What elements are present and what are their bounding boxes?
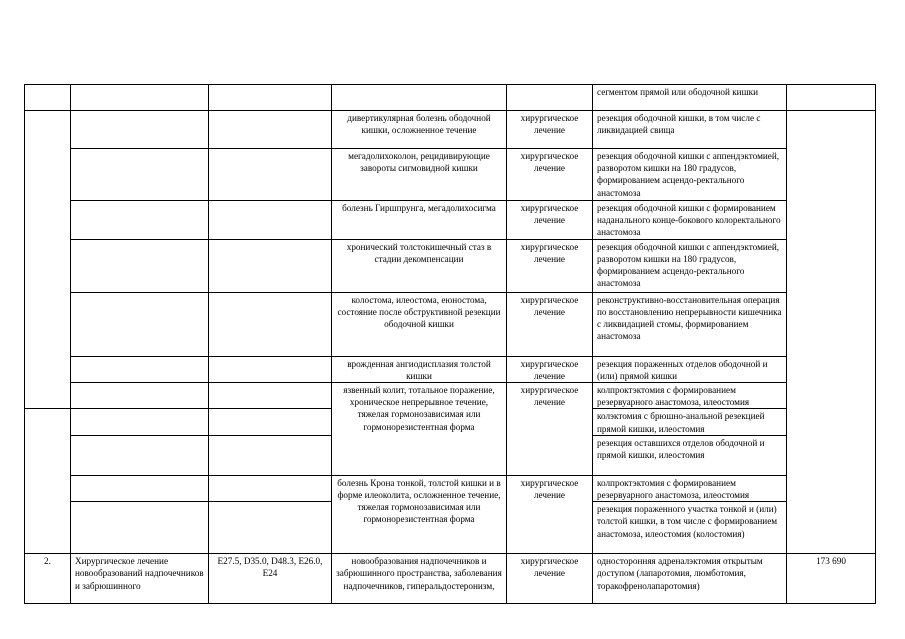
cell-codes (209, 502, 332, 554)
cell-num (25, 149, 71, 201)
cell-num (25, 111, 71, 149)
cell-model: мегадолихоколон, рецидивирующие завороты сигмовидной кишки (332, 149, 507, 201)
cell-num (25, 383, 71, 409)
cell-name: Хирургическое лечение новообразований надпочечников и забрюшинного (71, 554, 209, 604)
cell-model: новообразования надпочечников и забрюшинного пространства, заболевания надпочечников, гиперальдостеронизм, (332, 554, 507, 604)
cell-method: сегментом прямой или ободочной кишки (593, 85, 787, 111)
table-row (25, 475, 876, 501)
cell-kind: хирургическое лечение (507, 149, 593, 201)
cell-kind: хирургическое лечение (507, 201, 593, 240)
table-row (25, 85, 876, 111)
table-row (25, 356, 876, 382)
cell-cost (787, 85, 876, 111)
cell-codes (209, 435, 332, 475)
cell-num (25, 409, 71, 435)
table-row (25, 292, 876, 356)
cell-name (71, 356, 209, 382)
cell-method: колпроктэктомия с формированием резервуарного анастомоза, илеостомия (593, 475, 787, 501)
cell-codes (209, 201, 332, 240)
cell-kind: хирургическое лечение (507, 475, 593, 553)
cell-num (25, 239, 71, 292)
cell-codes (209, 409, 332, 435)
cell-num (25, 502, 71, 554)
table-row (25, 383, 876, 409)
cell-method: реконструктивно-восстановительная операция по восстановлению непрерывности кишечника с ликвидацией стомы, формированием анастомоза (593, 292, 787, 356)
cell-method: резекция ободочной кишки, в том числе с ликвидацией свища (593, 111, 787, 149)
cell-kind: хирургическое лечение (507, 292, 593, 356)
cell-codes (209, 239, 332, 292)
cell-method: колпроктэктомия с формированием резервуарного анастомоза, илеостомия (593, 383, 787, 409)
table-row (25, 554, 876, 604)
cell-codes (209, 149, 332, 201)
cell-cost: 173 690 (787, 554, 876, 604)
cell-model: дивертикулярная болезнь ободочной кишки, осложненное течение (332, 111, 507, 149)
cell-name (71, 85, 209, 111)
cell-name (71, 111, 209, 149)
cell-name (71, 239, 209, 292)
cell-codes: E27.5, D35.0, D48.3, E26.0, E24 (209, 554, 332, 604)
cell-model: хронический толстокишечный стаз в стадии декомпенсации (332, 239, 507, 292)
cell-method: резекция ободочной кишки с аппендэктомией, разворотом кишки на 180 градусов, формированием асцендо-ректального анастомоза (593, 149, 787, 201)
cell-method: односторонняя адреналэктомия открытым доступом (лапаротомия, люмботомия, торакофренолапаротомия) (593, 554, 787, 604)
cell-codes (209, 383, 332, 409)
cell-name (71, 149, 209, 201)
cell-method: колэктомия с брюшно-анальной резекцией прямой кишки, илеостомия (593, 409, 787, 435)
cell-method: резекция ободочной кишки с формированием наданального конце-бокового колоректального анастомоза (593, 201, 787, 240)
cell-name (71, 383, 209, 409)
medical-care-table (24, 84, 876, 604)
cell-method: резекция пораженного участка тонкой и (или) толстой кишки, в том числе с формированием анастомоза, илеостомия (колостомия) (593, 502, 787, 554)
cell-codes (209, 111, 332, 149)
cell-name (71, 502, 209, 554)
cell-name (71, 475, 209, 501)
cell-kind: хирургическое лечение (507, 554, 593, 604)
cell-kind: хирургическое лечение (507, 239, 593, 292)
table-row (25, 239, 876, 292)
table-row (25, 149, 876, 201)
cell-name (71, 409, 209, 435)
cell-num: 2. (25, 554, 71, 604)
cell-codes (209, 292, 332, 356)
cell-name (71, 201, 209, 240)
cell-kind (507, 85, 593, 111)
cell-model: колостома, илеостома, еюностома, состояние после обструктивной резекции ободочной кишки (332, 292, 507, 356)
cell-model: язвенный колит, тотальное поражение, хроническое непрерывное течение, тяжелая гормонозависимая или гормонорезистентная форма (332, 383, 507, 476)
cell-model: болезнь Гиршпрунга, мегадолихосигма (332, 201, 507, 240)
cell-num (25, 85, 71, 111)
cell-method: резекция пораженных отделов ободочной и (или) прямой кишки (593, 356, 787, 382)
cell-num (25, 201, 71, 240)
cell-model (332, 85, 507, 111)
cell-method: резекция ободочной кишки с аппендэктомией, разворотом кишки на 180 градусов, формированием асцендо-ректального анастомоза (593, 239, 787, 292)
cell-model: врожденная ангиодисплазия толстой кишки (332, 356, 507, 382)
cell-kind: хирургическое лечение (507, 383, 593, 476)
table-row (25, 111, 876, 149)
cell-num (25, 292, 71, 356)
cell-model: болезнь Крона тонкой, толстой кишки и в форме илеоколита, осложненное течение, тяжелая гормонозависимая или гормонорезистентная форма (332, 475, 507, 553)
cell-num (25, 435, 71, 475)
cell-codes (209, 356, 332, 382)
cell-kind: хирургическое лечение (507, 356, 593, 382)
cell-method: резекция оставшихся отделов ободочной и прямой кишки, илеостомия (593, 435, 787, 475)
table-row (25, 201, 876, 240)
cell-num (25, 356, 71, 382)
cell-codes (209, 85, 332, 111)
cell-name (71, 435, 209, 475)
cell-kind: хирургическое лечение (507, 111, 593, 149)
cell-cost (787, 111, 876, 554)
cell-codes (209, 475, 332, 501)
cell-num (25, 475, 71, 501)
cell-name (71, 292, 209, 356)
